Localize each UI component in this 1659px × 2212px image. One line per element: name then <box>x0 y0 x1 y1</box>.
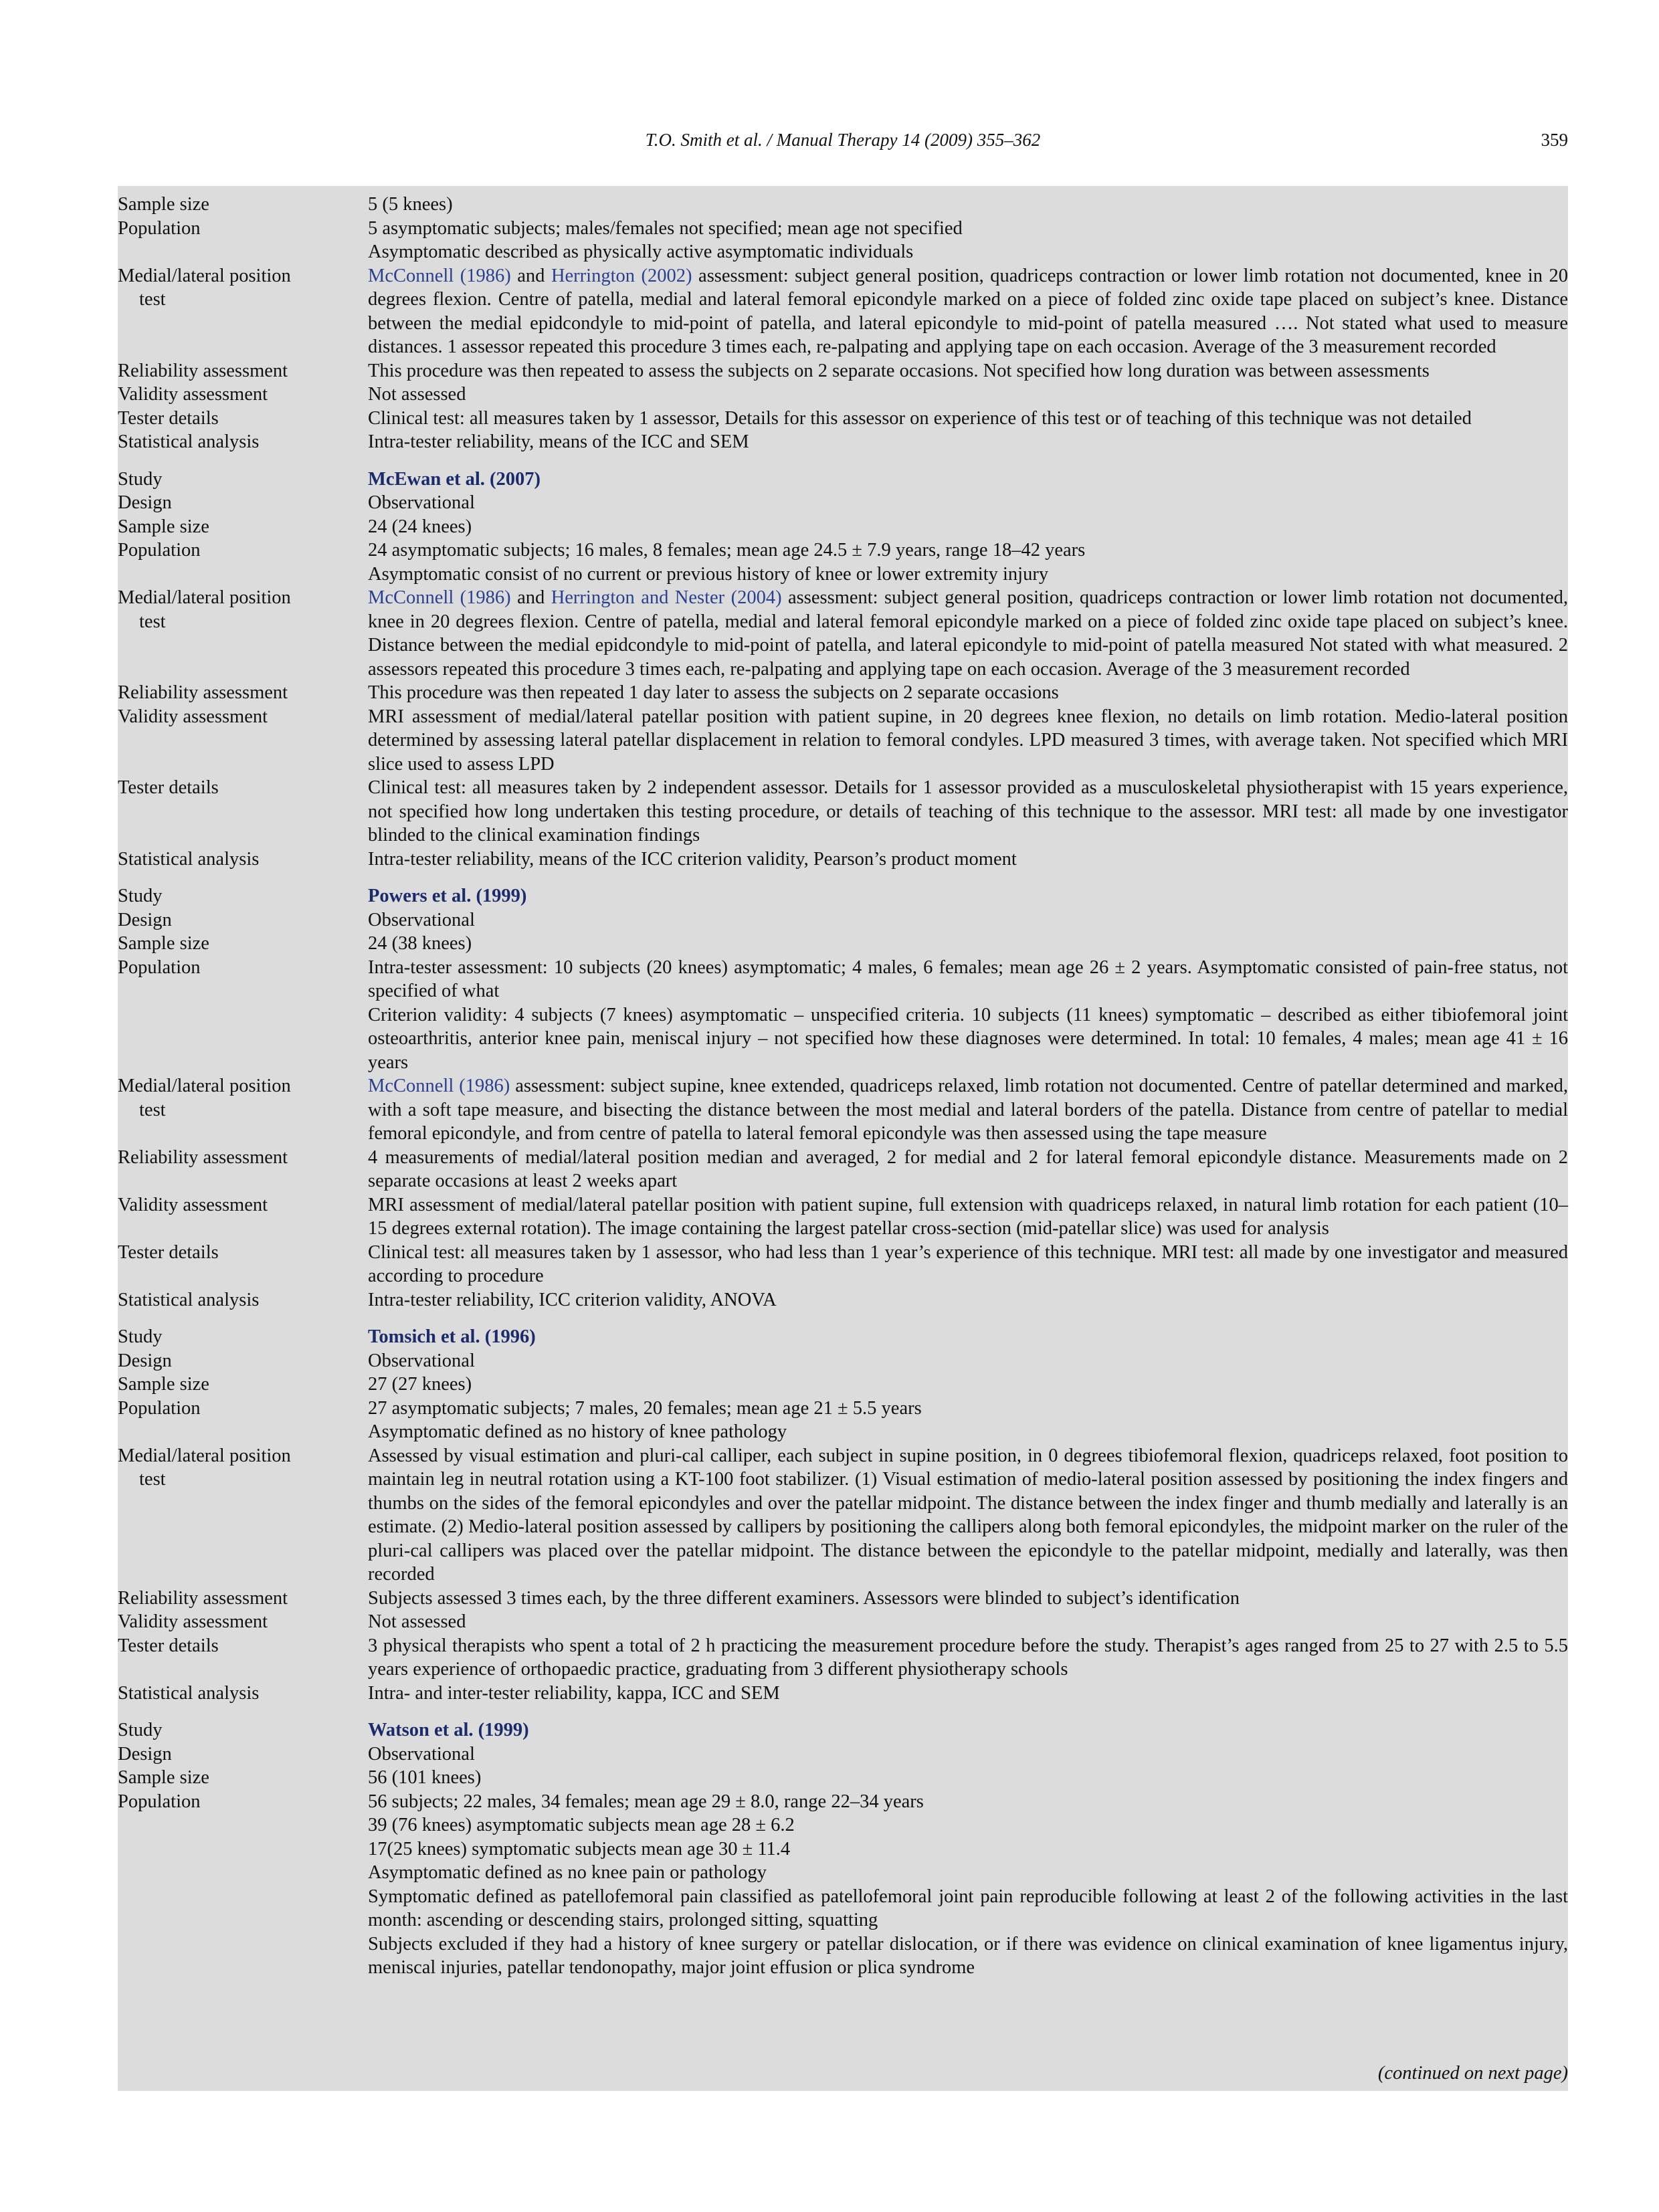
row-label <box>118 1861 368 1885</box>
row-label-text: Population <box>118 957 201 978</box>
row-label-text: Study <box>118 1326 163 1347</box>
table-row <box>118 193 1568 217</box>
row-label-text: Design <box>118 909 172 930</box>
row-value: Not assessed <box>368 384 466 405</box>
row-label <box>118 932 368 956</box>
row-label <box>118 217 368 241</box>
row-label-text: Medial/lateral position <box>118 265 291 286</box>
row-value: 56 (101 knees) <box>368 1767 482 1788</box>
table-row <box>118 956 1568 1003</box>
table-row <box>118 586 1568 681</box>
row-label <box>118 1288 368 1312</box>
row-value: Assessed by visual estimation and pluri-cal calliper, each subject in supine position, in 0 degrees tibiofemoral flexion, quadriceps relaxed, foot position to maintain leg in neutral rotation using a KT-100 foot stabilizer. (1) Visual estimation of medio-lateral position assessed by positioning the index fingers and thumbs on the sides of the femoral epicondyles and over the patellar midpoint. The distance between the index finger and thumb medially and laterally is an estimate. (2) Medio-lateral position assessed by callipers by positioning the callipers along both femoral epicondyles, the midpoint marker on the ruler of the pluri-cal callipers was placed over the patellar midpoint. The distance between the epicondyle to the patellar midpoint, medially and laterally, was then recorded <box>368 1445 1568 1585</box>
table-row <box>118 1766 1568 1790</box>
row-label <box>118 1349 368 1373</box>
row-label <box>118 468 368 492</box>
table-row <box>118 359 1568 383</box>
row-label-text: Tester details <box>118 1241 219 1263</box>
table-row <box>118 1790 1568 1814</box>
table-row <box>118 1932 1568 1980</box>
row-value <box>368 1074 1568 1146</box>
row-label <box>118 515 368 539</box>
table-row <box>118 264 1568 359</box>
row-label <box>118 1634 368 1682</box>
study-row <box>118 1325 1568 1349</box>
study-citation[interactable]: McEwan et al. (2007) <box>368 468 541 490</box>
row-label <box>118 563 368 587</box>
row-label <box>118 956 368 1003</box>
row-value: 5 asymptomatic subjects; males/females not specified; mean age not specified <box>368 217 963 239</box>
row-label <box>118 847 368 872</box>
reference-link[interactable]: McConnell (1986) <box>368 265 511 286</box>
row-label-text: Study <box>118 468 163 490</box>
row-label-text: Reliability assessment <box>118 1146 288 1168</box>
value-text: and <box>510 587 551 608</box>
row-label-text: Reliability assessment <box>118 1587 288 1609</box>
value-text: assessment: subject general position, quadriceps contraction or lower limb rotation not documented, knee in 20 degrees flexion. Centre of patella, medial and lateral femoral epicondyle marked on a piece of folded zinc oxide tape placed on subject’s knee. Distance between the medial epidcondyle to mid-point of patella, and lateral epicondyle to mid-point of patella measured …. Not stated what used to measure distances. 1 assessor repeated this procedure 3 times each, re-palpating and applying tape on each occasion. Average of the 3 measurement recorded <box>368 265 1569 357</box>
table-row <box>118 217 1568 241</box>
study-citation[interactable]: Powers et al. (1999) <box>368 886 527 906</box>
row-label-text: Population <box>118 217 201 239</box>
row-label <box>118 705 368 777</box>
row-label <box>118 1682 368 1706</box>
row-label <box>118 586 368 681</box>
row-value: Observational <box>368 909 475 930</box>
row-label <box>118 1146 368 1193</box>
table-row <box>118 847 1568 872</box>
row-label <box>118 1766 368 1790</box>
row-label-continuation: test <box>139 1099 166 1120</box>
row-value: Asymptomatic defined as no knee pain or pathology <box>368 1862 767 1883</box>
row-label <box>118 1444 368 1587</box>
row-label-text: Sample size <box>118 516 209 537</box>
row-value: This procedure was then repeated to assess the subjects on 2 separate occasions. Not specified how long duration was between assessments <box>368 360 1430 381</box>
row-label-text: Medial/lateral position <box>118 1076 291 1096</box>
table-row <box>118 932 1568 956</box>
table-row <box>118 1003 1568 1075</box>
row-label <box>118 1420 368 1444</box>
row-label-continuation: test <box>139 1469 166 1490</box>
row-value: Intra-tester reliability, means of the ICC and SEM <box>368 431 749 452</box>
row-label-text: Design <box>118 1350 172 1371</box>
row-value: Intra-tester assessment: 10 subjects (20 knees) asymptomatic; 4 males, 6 females; mean age 26 ± 2 years. Asymptomatic consisted of pain-free status, not specified of what <box>368 957 1568 1001</box>
table-row <box>118 563 1568 587</box>
row-value: Asymptomatic defined as no history of knee pathology <box>368 1421 787 1442</box>
row-label <box>118 240 368 264</box>
row-value <box>368 586 1568 681</box>
row-label <box>118 1397 368 1421</box>
table-row <box>118 776 1568 847</box>
row-label-continuation: test <box>139 611 166 632</box>
row-value: 3 physical therapists who spent a total of 2 h practicing the measurement procedure before the study. Therapist’s ages ranged from 25 to 27 with 2.5 to 5.5 years experience of orthopaedic practice, graduating from 3 different physiotherapy schools <box>368 1635 1568 1680</box>
table-row <box>118 491 1568 515</box>
row-label <box>118 1003 368 1075</box>
row-value: 56 subjects; 22 males, 34 females; mean age 29 ± 8.0, range 22–34 years <box>368 1791 924 1812</box>
row-label-text: Population <box>118 1791 201 1812</box>
row-label <box>118 1790 368 1814</box>
table-row <box>118 1241 1568 1288</box>
row-label <box>118 491 368 515</box>
row-label <box>118 681 368 705</box>
row-label <box>118 538 368 563</box>
row-label <box>118 776 368 847</box>
row-value: Clinical test: all measures taken by 2 independent assessor. Details for 1 assessor provided as a musculoskeletal physiotherapist with 15 years experience, not specified how long undertaken this testing procedure, or details of teaching of this technique to the assessor. MRI test: all made by one investigator blinded to the clinical examination findings <box>368 777 1568 845</box>
row-label <box>118 1813 368 1837</box>
row-value: 24 (38 knees) <box>368 933 472 954</box>
row-label-text: Tester details <box>118 1635 219 1656</box>
row-label <box>118 1325 368 1349</box>
continued-note: (continued on next page) <box>1377 2063 1568 2084</box>
table-row <box>118 1861 1568 1885</box>
row-value: Symptomatic defined as patellofemoral pain classified as patellofemoral joint pain reproducible following at least 2 of the following activities in the last month: ascending or descending stairs, prolonged sitting, squatting <box>368 1886 1568 1930</box>
row-value: 27 (27 knees) <box>368 1374 472 1395</box>
running-title: T.O. Smith et al. / Manual Therapy 14 (2009) 355–362 <box>645 130 1041 150</box>
row-label <box>118 1837 368 1862</box>
row-value: Criterion validity: 4 subjects (7 knees) asymptomatic – unspecified criteria. 10 subjects (11 knees) symptomatic – described as either tibiofemoral joint osteoarthritis, anterior knee pain, meniscal injury – not specified how these diagnoses were determined. In total: 10 females, 4 males; mean age 41 ± 16 years <box>368 1004 1568 1073</box>
row-value: Asymptomatic consist of no current or previous history of knee or lower extremity injury <box>368 563 1049 585</box>
row-label-text: Study <box>118 1720 163 1740</box>
table-row <box>118 240 1568 264</box>
row-label-text: Statistical analysis <box>118 431 260 452</box>
row-value: Observational <box>368 1743 475 1765</box>
study-row <box>118 1718 1568 1742</box>
study-row <box>118 884 1568 908</box>
row-label-text: Statistical analysis <box>118 1682 260 1704</box>
page-header <box>118 130 1568 157</box>
table-row <box>118 681 1568 705</box>
table-row <box>118 705 1568 777</box>
row-label <box>118 1885 368 1932</box>
row-value <box>368 264 1568 359</box>
row-label-text: Validity assessment <box>118 1611 268 1632</box>
table-row <box>118 908 1568 932</box>
table-row <box>118 1420 1568 1444</box>
reference-link[interactable]: Herrington (2002) <box>551 265 692 286</box>
row-label-text: Population <box>118 1397 201 1419</box>
row-label <box>118 1610 368 1634</box>
page-number: 359 <box>1541 130 1568 150</box>
row-label <box>118 383 368 407</box>
table-row <box>118 538 1568 563</box>
table-row <box>118 1397 1568 1421</box>
row-label <box>118 430 368 454</box>
row-value: 27 asymptomatic subjects; 7 males, 20 females; mean age 21 ± 5.5 years <box>368 1397 922 1419</box>
study-citation[interactable]: Tomsich et al. (1996) <box>368 1326 536 1347</box>
table-row <box>118 1288 1568 1312</box>
row-label <box>118 359 368 383</box>
row-value: 17(25 knees) symptomatic subjects mean age 30 ± 11.4 <box>368 1838 791 1859</box>
row-label-text: Validity assessment <box>118 706 268 727</box>
row-value: 5 (5 knees) <box>368 194 453 215</box>
row-value: 24 (24 knees) <box>368 516 472 537</box>
row-label-text: Sample size <box>118 933 209 954</box>
reference-link[interactable]: McConnell (1986) <box>368 1076 510 1096</box>
table-panel <box>118 186 1568 2091</box>
row-value: This procedure was then repeated 1 day later to assess the subjects on 2 separate occasions <box>368 682 1059 703</box>
value-text: assessment: subject supine, knee extended, quadriceps relaxed, limb rotation not documented. Centre of patellar determined and marked, with a soft tape measure, and bisecting the distance between the most medial and lateral borders of the patella. Distance from centre of patellar to medial femoral epicondyle, and from centre of patella to lateral femoral epicondyle was then assessed using the tape measure <box>368 1076 1568 1144</box>
table-row <box>118 1813 1568 1837</box>
row-label <box>118 1241 368 1288</box>
row-label-text: Statistical analysis <box>118 848 260 870</box>
table-row <box>118 1885 1568 1932</box>
row-label-text: Sample size <box>118 1767 209 1788</box>
table-body <box>118 193 1568 1980</box>
row-label <box>118 1587 368 1611</box>
row-label <box>118 1718 368 1742</box>
table-row <box>118 430 1568 454</box>
study-row <box>118 468 1568 492</box>
table-row <box>118 1349 1568 1373</box>
row-label-text: Design <box>118 1743 172 1765</box>
table-row <box>118 515 1568 539</box>
row-label-text: Validity assessment <box>118 1194 268 1215</box>
row-value: Subjects assessed 3 times each, by the three different examiners. Assessors were blinded to subject’s identification <box>368 1587 1240 1609</box>
row-label-text: Medial/lateral position <box>118 587 291 608</box>
row-label-text: Tester details <box>118 777 219 798</box>
study-citation[interactable]: Watson et al. (1999) <box>368 1720 529 1740</box>
row-label-text: Design <box>118 492 172 513</box>
row-value: MRI assessment of medial/lateral patellar position with patient supine, in 20 degrees knee flexion, no details on limb rotation. Medio-lateral position determined by assessing lateral patellar displacement in relation to femoral condyles. LPD measured 3 times, with average taken. Not specified which MRI slice used to assess LPD <box>368 706 1568 775</box>
row-label <box>118 1742 368 1767</box>
row-label-text: Study <box>118 886 163 906</box>
table-row <box>118 407 1568 431</box>
table-row <box>118 1373 1568 1397</box>
row-label <box>118 193 368 217</box>
row-label <box>118 1373 368 1397</box>
value-text: and <box>510 265 551 286</box>
row-value: Intra-tester reliability, means of the ICC criterion validity, Pearson’s product moment <box>368 848 1017 870</box>
row-value: Clinical test: all measures taken by 1 assessor, Details for this assessor on experience of this test or of teaching of this technique was not detailed <box>368 407 1472 429</box>
row-label <box>118 264 368 359</box>
row-value: 39 (76 knees) asymptomatic subjects mean age 28 ± 6.2 <box>368 1815 795 1835</box>
row-label-text: Sample size <box>118 194 209 215</box>
table-row <box>118 1444 1568 1587</box>
row-label-text: Sample size <box>118 1374 209 1395</box>
reference-link[interactable]: Herrington and Nester (2004) <box>551 587 782 608</box>
table-row <box>118 1074 1568 1146</box>
row-label-text: Reliability assessment <box>118 682 288 703</box>
row-label-text: Statistical analysis <box>118 1289 260 1310</box>
value-text: assessment: subject general position, quadriceps contraction or lower limb rotation not documented, knee in 20 degrees flexion. Centre of patella, medial and lateral femoral epicondyle marked on a piece of folded zinc oxide tape placed on subject’s knee. Distance between the medial epidcondyle to mid-point of patella, and lateral epicondyle to mid-point of patella measured Not stated with what measured. 2 assessors repeated this procedure 3 times each, re-palpating and applying tape on each occasion. Average of the 3 measurement recorded <box>368 587 1569 680</box>
row-value: Asymptomatic described as physically active asymptomatic individuals <box>368 241 914 262</box>
reference-link[interactable]: McConnell (1986) <box>368 587 511 608</box>
row-value: 4 measurements of medial/lateral position median and averaged, 2 for medial and 2 for lateral femoral epicondyle distance. Measurements made on 2 separate occasions at least 2 weeks apart <box>368 1146 1568 1191</box>
table-row <box>118 1837 1568 1862</box>
table-row <box>118 1634 1568 1682</box>
row-label-text: Reliability assessment <box>118 360 288 381</box>
row-label <box>118 908 368 932</box>
table-row <box>118 1587 1568 1611</box>
table-row <box>118 1682 1568 1706</box>
row-label <box>118 1932 368 1980</box>
row-label <box>118 1074 368 1146</box>
row-value: Clinical test: all measures taken by 1 assessor, who had less than 1 year’s experience of this technique. MRI test: all made by one investigator and measured according to procedure <box>368 1241 1568 1286</box>
row-value: Intra-tester reliability, ICC criterion validity, ANOVA <box>368 1289 777 1310</box>
row-label <box>118 407 368 431</box>
table-row <box>118 1742 1568 1767</box>
table-row <box>118 383 1568 407</box>
row-label-text: Population <box>118 540 201 561</box>
table-row <box>118 1146 1568 1193</box>
row-label-text: Validity assessment <box>118 384 268 405</box>
row-value: Observational <box>368 492 475 513</box>
row-value: Not assessed <box>368 1611 466 1632</box>
row-value: 24 asymptomatic subjects; 16 males, 8 females; mean age 24.5 ± 7.9 years, range 18–42 years <box>368 540 1086 561</box>
row-value: Intra- and inter-tester reliability, kappa, ICC and SEM <box>368 1682 780 1704</box>
row-label-text: Medial/lateral position <box>118 1445 291 1466</box>
row-value: Subjects excluded if they had a history of knee surgery or patellar dislocation, or if there was evidence on clinical examination of knee ligamentus injury, meniscal injuries, patellar tendonopathy, major joint effusion or plica syndrome <box>368 1933 1568 1978</box>
row-value: Observational <box>368 1350 475 1371</box>
row-label <box>118 884 368 908</box>
table-row <box>118 1610 1568 1634</box>
table-row <box>118 1193 1568 1241</box>
row-value: MRI assessment of medial/lateral patellar position with patient supine, full extension with quadriceps relaxed, in natural limb rotation for each patient (10–15 degrees external rotation). The image containing the largest patellar cross-section (mid-patellar slice) was used for analysis <box>368 1194 1568 1239</box>
row-label-continuation: test <box>139 289 166 310</box>
row-label <box>118 1193 368 1241</box>
row-label-text: Tester details <box>118 407 219 429</box>
